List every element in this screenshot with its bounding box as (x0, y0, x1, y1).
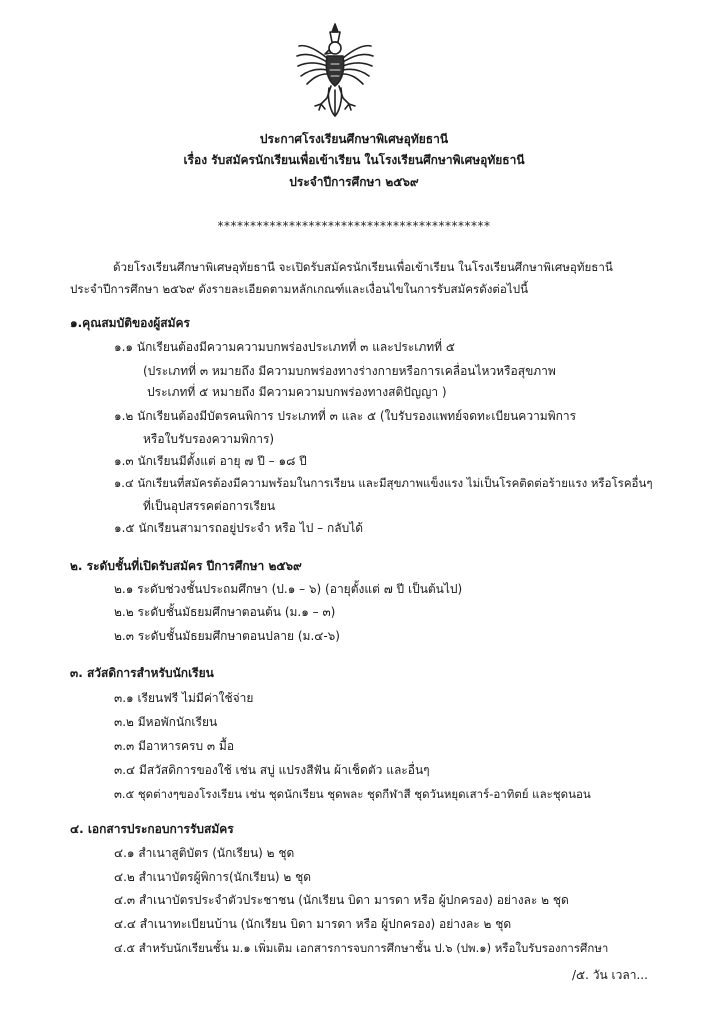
section-1-item-detail: หรือใบรับรองความพิการ) (143, 432, 275, 446)
section-3-item: ๓.๓ มีอาหารครบ ๓ มื้อ (114, 739, 235, 753)
section-3-item: ๓.๒ มีหอพักนักเรียน (114, 715, 218, 729)
section-1-item: ๑.๓ นักเรียนมีตั้งแต่ อายุ ๗ ปี – ๑๘ ปี (114, 454, 307, 468)
intro-line-2: ประจำปีการศึกษา ๒๕๖๙ ดังรายละเอียดตามหลักเกณฑ์และเงื่อนไขในการรับสมัครดังต่อไปนี้ (70, 282, 529, 296)
section-4-item: ๔.๔ สำเนาทะเบียนบ้าน (นักเรียน บิดา มารดา หรือ ผู้ปกครอง) อย่างละ ๒ ชุด (114, 917, 512, 931)
section-2-item: ๒.๓ ระดับชั้นมัธยมศึกษาตอนปลาย (ม.๔-๖) (114, 629, 340, 643)
announcement-title: ประกาศโรงเรียนศึกษาพิเศษอุทัยธานี (259, 132, 449, 146)
section-4-item: ๔.๑ สำเนาสูติบัตร (นักเรียน) ๒ ชุด (114, 846, 295, 860)
section-4-item: ๔.๒ สำเนาบัตรผู้พิการ(นักเรียน) ๒ ชุด (114, 870, 312, 884)
section-1-item: ๑.๕ นักเรียนสามารถอยู่ประจำ หรือ ไป – กลับได้ (114, 521, 364, 535)
section-2-item: ๒.๑ ระดับช่วงชั้นประถมศึกษา (ป.๑ – ๖) (อายุตั้งแต่ ๗ ปี เป็นต้นไป) (114, 582, 463, 596)
section-2-heading: ๒. ระดับชั้นที่เปิดรับสมัคร ปีการศึกษา ๒๕๖๙ (70, 559, 302, 573)
section-1-item: ๑.๒ นักเรียนต้องมีบัตรคนพิการ ประเภทที่ ๓ และ ๕ (ใบรับรองแพทย์จดทะเบียนความพิการ (114, 409, 577, 423)
section-3-item: ๓.๑ เรียนฟรี ไม่มีค่าใช้จ่าย (114, 691, 254, 705)
section-2-item: ๒.๒ ระดับชั้นมัธยมศึกษาตอนต้น (ม.๑ – ๓) (114, 605, 336, 619)
garuda-emblem (293, 20, 377, 120)
section-3-item: ๓.๔ มีสวัสดิการของใช้ เช่น สบู่ แปรงสีฟัน ผ้าเช็ดตัว และอื่นๆ (114, 763, 430, 777)
intro-line-1: ด้วยโรงเรียนศึกษาพิเศษอุทัยธานี จะเปิดรับสมัครนักเรียนเพื่อเข้าเรียน ในโรงเรียนศึกษาพิเศษอุทัยธานี (113, 260, 613, 274)
page-continuation: /๕. วัน เวลา... (572, 968, 648, 982)
section-1-heading: ๑.คุณสมบัติของผู้สมัคร (70, 316, 190, 330)
star-divider: ****************************************** (217, 219, 491, 233)
academic-year-line: ประจำปีการศึกษา ๒๕๖๙ (289, 175, 419, 189)
section-1-item: ๑.๔ นักเรียนที่สมัครต้องมีความพร้อมในการเรียน และมีสุขภาพแข็งแรง ไม่เป็นโรคติดต่อร้ายแรง หรือโรคอื่นๆ (114, 476, 653, 490)
announcement-subject: เรื่อง รับสมัครนักเรียนเพื่อเข้าเรียน ในโรงเรียนศึกษาพิเศษอุทัยธานี (183, 153, 525, 167)
section-3-heading: ๓. สวัสดิการสำหรับนักเรียน (70, 666, 214, 680)
section-4-heading: ๔. เอกสารประกอบการรับสมัคร (70, 822, 234, 836)
section-4-item: ๔.๕ สำหรับนักเรียนชั้น ม.๑ เพิ่มเติม เอกสารการจบการศึกษาชั้น ป.๖ (ปพ.๑) หรือใบรับรองการศึกษา (114, 941, 609, 955)
section-4-item: ๔.๓ สำเนาบัตรประจำตัวประชาชน (นักเรียน บิดา มารดา หรือ ผู้ปกครอง) อย่างละ ๒ ชุด (114, 893, 569, 907)
section-1-item-detail: ที่เป็นอุปสรรคต่อการเรียน (143, 499, 276, 513)
section-1-item-detail: ประเภทที่ ๕ หมายถึง มีความความบกพร่องทางสติปัญญา ) (147, 385, 447, 399)
section-1-item-detail: (ประเภทที่ ๓ หมายถึง มีความบกพร่องทางร่างกายหรือการเคลื่อนไหวหรือสุขภาพ (143, 364, 556, 378)
section-1-item: ๑.๑ นักเรียนต้องมีความความบกพร่องประเภทที่ ๓ และประเภทที่ ๕ (114, 340, 455, 354)
section-3-item: ๓.๕ ชุดต่างๆของโรงเรียน เช่น ชุดนักเรียน ชุดพละ ชุดกีฬาสี ชุดวันหยุดเสาร์-อาทิตย์ และชุดนอน (114, 787, 591, 801)
